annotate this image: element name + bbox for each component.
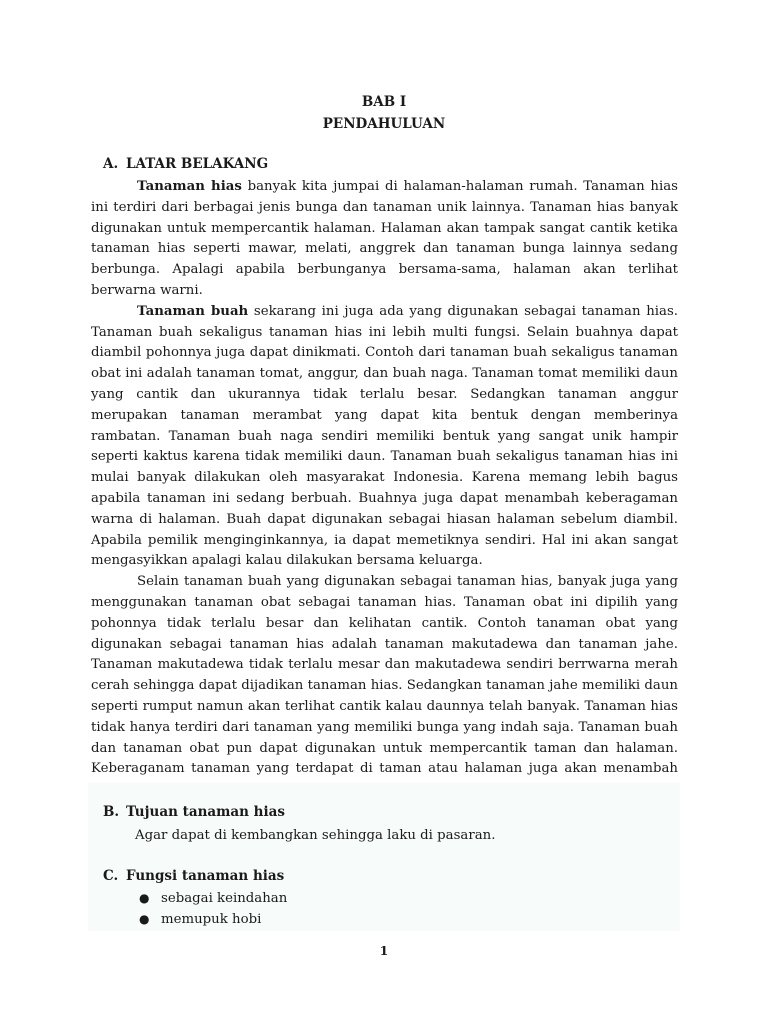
paragraph-2-text: sekarang ini juga ada yang digunakan sebagai tanaman hias. Tanaman buah sekaligus tanaman hias ini lebih multi fungsi. Selain buahnya dapat diambil pohonnya juga dapat dinikmati. Contoh dari tanaman buah sekaligus tanaman obat ini adalah tanaman tomat, anggur, dan buah naga. Tanaman tomat memiliki daun yang cantik dan ukurannya tidak terlalu besar. Sedangkan tanaman anggur merupakan tanaman merambat yang dapat kita bentuk dengan memberinya rambatan. Tanaman buah naga sendiri memiliki bentuk yang sangat unik hampir seperti kaktus karena tidak memiliki daun. Tanaman buah sekaligus tanaman hias ini mulai banyak dilakukan oleh masyarakat Indonesia. Karena memang lebih bagus apabila tanaman ini sedang berbuah. Buahnya juga dapat menambah keberagaman warna di halaman. Buah dapat digunakan sebagai hiasan halaman sebelum diambil. Apabila pemilik menginginkannya, ia dapat memetiknya sendiri. Hal ini akan sangat mengasyikkan apalagi kalau dilakukan bersama keluarga. [91, 303, 678, 569]
section-b-number: B. [103, 804, 120, 820]
paragraph-2 [91, 302, 678, 572]
section-b-heading [103, 804, 285, 820]
list-item [135, 888, 287, 909]
section-a-title: LATAR BELAKANG [126, 156, 269, 172]
list-item-label: sebagai keindahan [161, 891, 288, 906]
list-item-label: memupuk hobi [161, 912, 262, 927]
paragraph-1 [91, 177, 678, 302]
section-b-text: Agar dapat di kembangkan sehingga laku di pasaran. [135, 828, 496, 843]
section-c-heading [103, 868, 284, 884]
page-number: 1 [379, 943, 389, 958]
bullet-icon: ● [139, 891, 150, 905]
bullet-icon: ● [139, 912, 150, 926]
section-c-title: Fungsi tanaman hias [126, 868, 285, 884]
list-item [135, 909, 287, 930]
section-b-title: Tujuan tanaman hias [126, 804, 285, 820]
paragraph-2-lead: Tanaman buah [137, 303, 249, 319]
paragraph-3-text: Selain tanaman buah yang digunakan sebagai tanaman hias, banyak juga yang menggunakan tanaman obat sebagai tanaman hias. Tanaman obat ini dipilih yang pohonnya tidak terlalu besar dan kelihatan cantik. Contoh tanaman obat yang digunakan sebagai tanaman hias adalah tanaman makutadewa dan tanaman jahe. Tanaman makutadewa tidak terlalu mesar dan makutadewa sendiri berrwarna merah cerah sehingga dapat dijadikan tanaman hias. Sedangkan tanaman jahe memiliki daun seperti rumput namun akan terlihat cantik kalau daunnya telah banyak. Tanaman hias tidak hanya terdiri dari tanaman yang memiliki bunga yang indah saja. Tanaman buah dan tanaman obat pun dapat digunakan untuk mempercantik taman dan halaman. Keberaganam tanaman yang terdapat di taman atau halaman juga akan menambah [91, 574, 678, 777]
chapter-title: PENDAHULUAN [322, 116, 446, 132]
section-a-number: A. [103, 156, 119, 172]
paragraph-1-lead: Tanaman hias [137, 179, 242, 194]
section-c-list [135, 888, 287, 930]
section-c-number: C. [103, 868, 119, 884]
paragraph-1-text: banyak kita jumpai di halaman-halaman rumah. Tanaman hias ini terdiri dari berbagai jenis bunga dan tanaman unik lainnya. Tanaman hias banyak digunakan untuk mempercantik halaman. Halaman akan tampak sangat cantik ketika tanaman hias seperti mawar, melati, anggrek dan tanaman bunga lainnya sedang berbunga. Apalagi apabila berbunganya bersama-sama, halaman akan terlihat berwarna warni. [91, 179, 678, 298]
paragraph-3 [91, 572, 678, 801]
section-a-body [91, 177, 678, 801]
section-a-heading [103, 156, 268, 172]
chapter-label: BAB I [361, 94, 407, 110]
